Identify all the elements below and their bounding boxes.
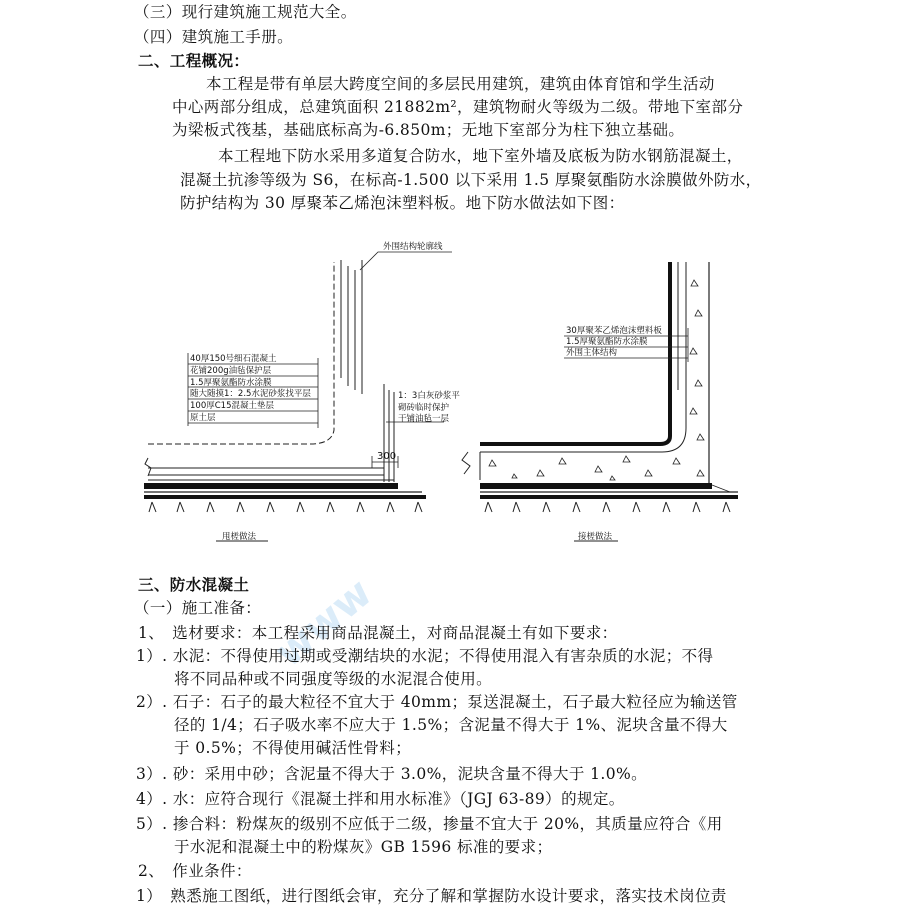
stone-line1: 2）. 石子：石子的最大粒径不宜大于 40mm；泵送混凝土，石子最大粒径应为输送管 xyxy=(136,693,738,711)
left-layer-label: 1.5厚聚氨酯防水涂膜 xyxy=(190,378,272,388)
cement-line2: 将不同品种或不同强度等级的水泥混合使用。 xyxy=(174,670,493,688)
requirement-item-2: 2、 作业条件： xyxy=(138,862,252,880)
waterproofing-detail-diagram xyxy=(0,230,909,550)
dimension-label: 300 xyxy=(377,451,397,462)
outline-label: 外围结构轮廓线 xyxy=(383,242,443,252)
outline-contour-line xyxy=(148,262,334,444)
stone-line3: 于 0.5%；不得使用碱活性骨料； xyxy=(174,739,412,757)
right-detail xyxy=(462,262,738,541)
overview-p2-line2: 混凝土抗渗等级为 S6，在标高-1.500 以下采用 1.5 厚聚氨酯防水涂膜做外防水， xyxy=(180,171,762,189)
right-layer-label: 30厚聚苯乙烯泡沫塑料板 xyxy=(566,326,662,336)
sand-line: 3）. 砂：采用中砂；含泥量不得大于 3.0%，泥块含量不得大于 1.0%。 xyxy=(136,765,648,783)
section3-sub1: （一）施工准备： xyxy=(134,599,262,617)
right-layer-label: 1.5厚聚氨酯防水涂膜 xyxy=(566,337,648,347)
side-note-line: 砌砖临时保护 xyxy=(398,403,450,413)
section3-heading: 三、防水混凝土 xyxy=(138,576,250,594)
left-caption: 甩槎做法 xyxy=(222,532,257,542)
right-caption: 接槎做法 xyxy=(578,532,613,542)
left-layer-label: 原土层 xyxy=(190,413,216,423)
overview-p1-line1: 本工程是带有单层大跨度空间的多层民用建筑，建筑由体育馆和学生活动 xyxy=(206,75,715,93)
cement-line1: 1）. 水泥：不得使用过期或受潮结块的水泥；不得使用混入有害杂质的水泥；不得 xyxy=(136,647,714,665)
side-note-line: 1：3白灰砂浆平 xyxy=(398,391,460,401)
overview-p1-line2: 中心两部分组成，总建筑面积 21882m²，建筑物耐火等级为二级。带地下室部分 xyxy=(172,98,744,116)
condition-line1: 1） 熟悉施工图纸，进行图纸会审，充分了解和掌握防水设计要求，落实技术岗位责 xyxy=(136,887,727,905)
overview-heading: 二、工程概况： xyxy=(138,52,250,70)
admix-line1: 5）. 掺合料：粉煤灰的级别不应低于二级，掺量不宜大于 20%，其质量应符合《用 xyxy=(136,815,723,833)
side-note-line: 干铺油毡一层 xyxy=(398,414,450,424)
right-layer-label: 外围主体结构 xyxy=(566,348,618,358)
admix-line2: 于水泥和混凝土中的粉煤灰》GB 1596 标准的要求； xyxy=(174,838,553,856)
watermark: www xyxy=(266,569,381,677)
reference-item-3: （三）现行建筑施工规范大全。 xyxy=(134,3,357,21)
left-layer-label: 随大随摸1：2.5水泥砂浆找平层 xyxy=(190,389,311,399)
left-layer-label: 40厚150号细石混凝土 xyxy=(190,354,277,364)
overview-p2-line3: 防护结构为 30 厚聚苯乙烯泡沫塑料板。地下防水做法如下图： xyxy=(180,194,625,212)
requirement-item-1: 1、 选材要求：本工程采用商品混凝土，对商品混凝土有如下要求： xyxy=(138,624,618,642)
left-layer-label: 100厚C15混凝土垫层 xyxy=(190,401,274,411)
water-line: 4）. 水：应符合现行《混凝土拌和用水标准》（JGJ 63-89）的规定。 xyxy=(136,790,625,808)
stone-line2: 径的 1/4；石子吸水率不应大于 1.5%；含泥量不得大于 1%、泥块含量不得大 xyxy=(174,716,728,734)
reference-item-4: （四）建筑施工手册。 xyxy=(134,28,294,46)
left-layer-label: 花铺200g油毡保护层 xyxy=(190,366,272,376)
overview-p2-line1: 本工程地下防水采用多道复合防水，地下室外墙及底板为防水钢筋混凝土， xyxy=(218,147,743,165)
overview-p1-line3: 为梁板式筏基，基础底标高为-6.850m；无地下室部分为柱下独立基础。 xyxy=(172,121,685,139)
